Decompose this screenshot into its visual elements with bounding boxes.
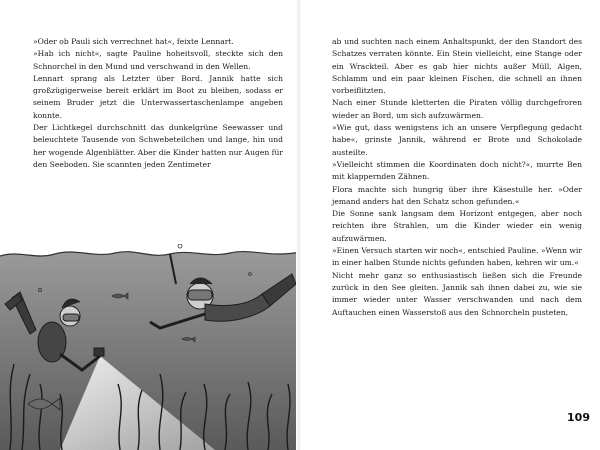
paragraph: Die Sonne sank langsam dem Horizont entgegen, aber noch reichten ihre Strahlen, um die Kinder wieder ein wenig aufzuwärmen. xyxy=(332,209,582,243)
paragraph: Flora machte sich hungrig über ihre Käsestulle her. »Oder jemand anders hat den Schatz schon gefunden.« xyxy=(332,184,582,206)
paragraph: »Oder ob Pauli sich verrechnet hat«, feixte Lennart. xyxy=(33,37,234,46)
page-number: 109 xyxy=(567,411,590,424)
paragraph: »Einen Versuch starten wir noch«, entschied Pauline. »Wenn wir in einer halben Stunde nichts gefunden haben, kehren wir um.« xyxy=(332,246,582,268)
paragraph: ab und suchten nach einem Anhaltspunkt, der den Standort des Schatzes verraten könnte. Ein Stein vielleicht, eine Stange oder ein Wrackteil. Aber es gab hier nichts außer Müll, Algen, Schlamm und ein paar kleinen Fischen, die schnell an ihnen vorbeiflitzten. xyxy=(332,37,582,96)
paragraph: Nicht mehr ganz so enthusiastisch ließen sich die Freunde zurück in den See gleiten. Jannik sah ihnen dabei zu, wie sie immer wieder unter Wasser verschwanden und nach dem Auftauchen einen Wasserstoß aus den Schnorcheln pusteten, xyxy=(332,270,582,317)
right-page xyxy=(300,0,600,450)
right-text-column xyxy=(332,36,582,319)
paragraph: »Wie gut, dass wenigstens ich an unsere Verpflegung gedacht habe«, grinste Jannik, während er Brote und Schokolade austeilte. xyxy=(332,123,582,157)
paragraph: Lennart sprang als Letzter über Bord. Jannik hatte sich großzügigerweise bereit erklärt im Boot zu bleiben, sodass er seinem Bruder jetzt die Unterwassertaschenlampe angeben konnte. xyxy=(33,73,283,120)
paragraph: Nach einer Stunde kletterten die Piraten völlig durchgefroren wieder an Bord, um sich aufzuwärmen. xyxy=(332,98,582,120)
underwater-illustration xyxy=(0,244,300,450)
paragraph: »Hab ich nicht«, sagte Pauline hoheitsvoll, steckte sich den Schnorchel in den Mund und verschwand in den Wellen. xyxy=(33,49,283,71)
left-text-column xyxy=(33,36,283,171)
paragraph: Der Lichtkegel durchschnitt das dunkelgrüne Seewasser und beleuchtete Tausende von Schwebeteilchen und lange, hin und her wogende Algenblätter. Aber die Kinder hatten nur Augen für den Seeboden. Sie scannten jeden Zentimeter xyxy=(33,123,283,169)
paragraph: »Vielleicht stimmen die Koordinaten doch nicht?«, murrte Ben mit klappernden Zähnen. xyxy=(332,159,582,182)
